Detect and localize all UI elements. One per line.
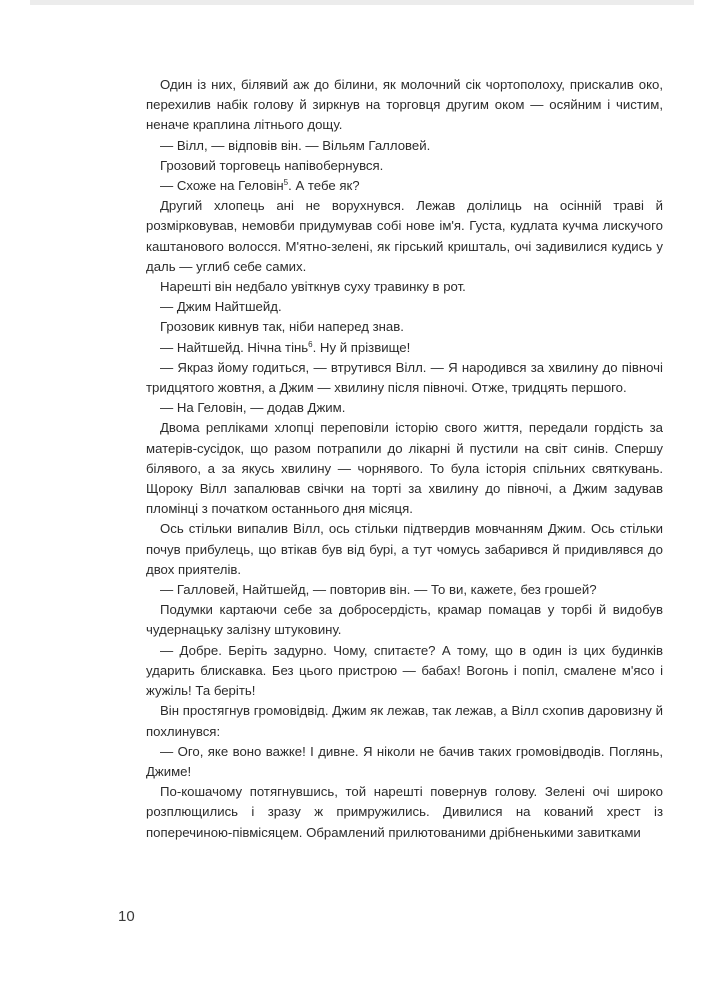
paragraph: Грозовик кивнув так, ніби наперед знав. <box>160 319 404 335</box>
paragraph-text: — Найтшейд. Нічна тінь <box>160 339 309 355</box>
paragraph-text: . Ну й прізвище! <box>312 339 411 355</box>
paragraph: — Джим Найтшейд. <box>160 299 282 315</box>
paragraph-text: — Схоже на Геловін <box>160 178 284 194</box>
paragraph: — Вілл, — відповів він. — Вільям Галловей. <box>160 137 431 153</box>
page-top-edge <box>30 0 694 5</box>
paragraph: Другий хлопець ані не ворухнувся. Лежав долілиць на осінній траві й розмірковував, немовби придумував собі нове ім'я. Густа, кудлата кучма лискучого каштанового волосся. М'ятно-зелені, як гірський кришталь, очі задивилися кудись у даль — углиб себе самих. <box>146 198 663 274</box>
paragraph: — Добре. Беріть задурно. Чому, спитаєте? А тому, що в один із цих будинків ударить блискавка. Без цього пристрою — бабах! Вогонь і попіл, смалене м'ясо і жужіль! Та беріть! <box>146 642 663 699</box>
paragraph <box>146 176 663 196</box>
paragraph: Один із них, білявий аж до білини, як молочний сік чортополоху, прискалив око, перехилив набік голову й зиркнув на торговця другим оком — осяйним і чистим, неначе краплина літнього дощу. <box>146 77 663 133</box>
footnote-ref: 5 <box>283 178 289 188</box>
footnote-ref: 6 <box>308 339 313 349</box>
paragraph: — Якраз йому годиться, — втрутився Вілл. — Я народився за хвилину до півночі тридцятого жовтня, а Джим — хвилину після півночі. Отже, тридцять першого. <box>146 359 663 396</box>
paragraph <box>146 338 663 358</box>
paragraph-text: . А тебе як? <box>288 178 360 194</box>
paragraph: Він простягнув громовідвід. Джим як лежав, так лежав, а Вілл схопив даровизну й похлинувся: <box>146 703 663 739</box>
paragraph: Грозовий торговець напівобернувся. <box>160 157 384 173</box>
paragraph: — Галловей, Найтшейд, — повторив він. — То ви, кажете, без грошей? <box>160 582 597 598</box>
paragraph: По-кошачому потягнувшись, той нарешті повернув голову. Зелені очі широко розплющились і зразу ж примружились. Дивилися на кований хрест із поперечиною-півмісяцем. Обрамлений прилютованими дрібненькими завитками <box>146 784 663 840</box>
body-text <box>146 75 663 843</box>
paragraph: Нарешті він недбало увіткнув суху травинку в рот. <box>160 279 466 295</box>
paragraph: — На Геловін, — додав Джим. <box>160 400 346 416</box>
paragraph: Подумки картаючи себе за добросердість, крамар помацав у торбі й видобув чудернацьку залізну штуковину. <box>146 602 663 638</box>
paragraph: Двома репліками хлопці переповіли історію свого життя, передали гордість за матерів-сусідок, що разом потрапили до лікарні й пустили на світ синів. Спершу білявого, а за якусь хвилину — чорнявого. То була історія спільних святкувань. Щороку Вілл запалював свічки на торті за хвилину до півночі, а Джим задував пломінці з початком останнього дня місяця. <box>146 420 663 517</box>
page-number: 10 <box>118 908 135 925</box>
paragraph: — Ого, яке воно важке! І дивне. Я ніколи не бачив таких громовідводів. Поглянь, Джиме! <box>146 743 663 779</box>
paragraph: Ось стільки випалив Вілл, ось стільки підтвердив мовчанням Джим. Ось стільки почув прибулець, що втікав був від бурі, а тут чомусь забарився й придивлявся до двох приятелів. <box>146 521 663 577</box>
